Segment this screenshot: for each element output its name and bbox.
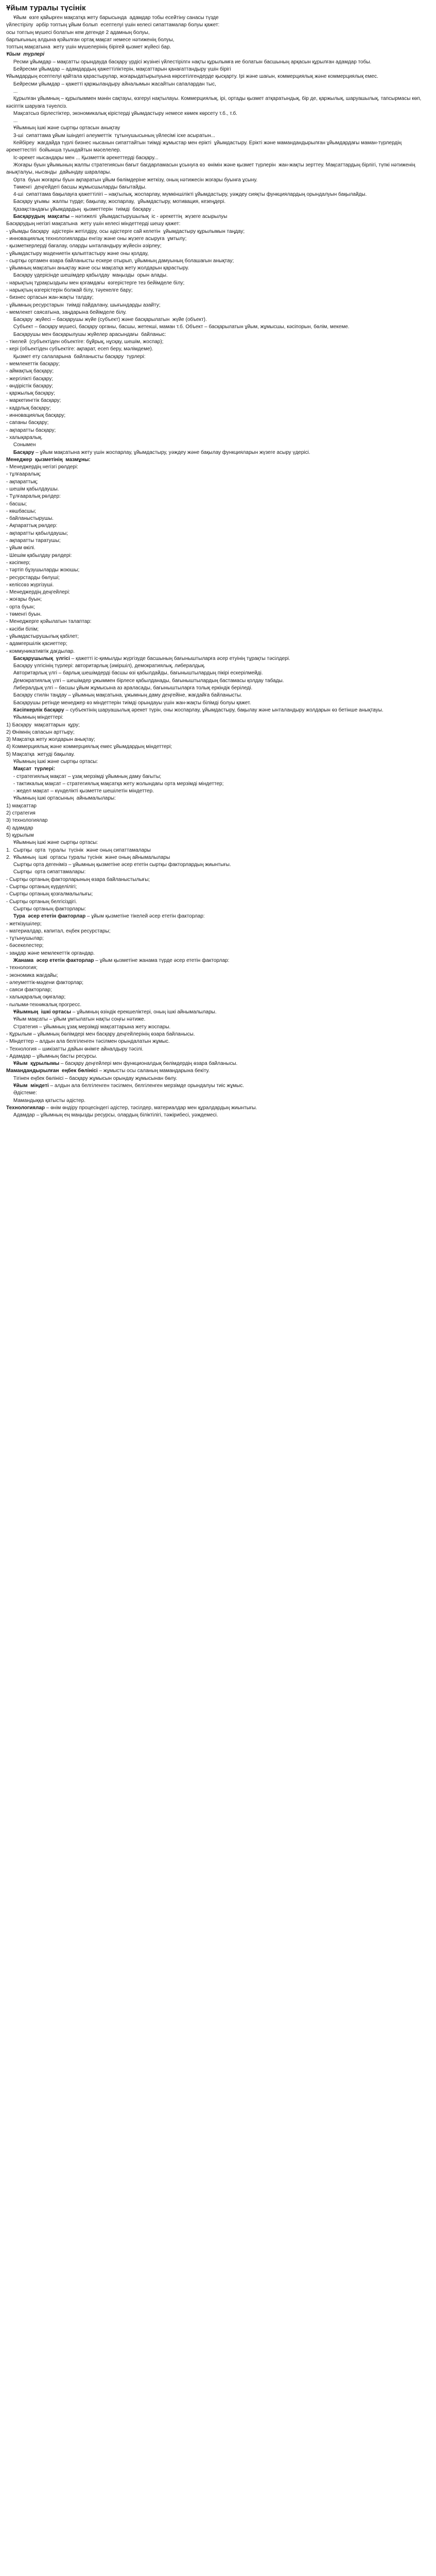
text-line: Сонымен	[6, 442, 36, 448]
text-line: үйлестірілу әрбір топтың ұйым болып есептелуі үшін келесі сипаттамалар болуы қажет:	[6, 22, 220, 28]
text-line: - коммуникативтік дағдылар.	[6, 648, 75, 654]
text-line: - байланыстырушы.	[6, 516, 54, 522]
text-line: Әдістеме:	[6, 1090, 37, 1096]
text-line: Бейресми ұйымдар – қажетті қаржыландыру айналымын жасайтын сапалардан тыс,	[6, 81, 216, 87]
text-line: - бәсекелестер;	[6, 943, 44, 949]
emphasized-text: Ұйым құрылымы	[6, 1061, 60, 1067]
text-line: - технология;	[6, 965, 38, 971]
text-line: Басқару үлгісінің түрлері: авторитарлық (әміршіл), демократиялық, либералдық.	[6, 663, 205, 669]
text-line: Басқарушы мен басқарылушы жүйелер арасындағы байланыс:	[6, 331, 166, 337]
text-line: Құрылған ұйымның – құрылыммен мәнін сақтауы, өзгеруі нақтылауы. Коммерциялық, ірі, ортады қызмет атқаратындық, бір де, қаржылық, шаруашылық, тапсырмасы көп, кәсіптік шаруаға тәуелсіз.	[6, 96, 423, 109]
text-line	[6, 1082, 430, 1090]
text-line	[6, 51, 430, 58]
text-line	[6, 1009, 430, 1016]
text-line: Сыртқы орта дегеніміз – ұйымның қызметіне әсер ететін сыртқы факторлардың жиынтығы.	[6, 862, 231, 868]
emphasized-text: Мамандандырылған еңбек бөлінісі	[6, 1068, 98, 1074]
text-line: 3) технологиялар	[6, 818, 48, 824]
text-line: - бизнес ортасын жан-жақты талдау;	[6, 295, 94, 301]
text-line: - тікелей (субъектіден объектіге: бұйрық, нұсқау, шешім, жоспар);	[6, 339, 164, 345]
text-line: - Менеджердің деңгейлері:	[6, 589, 71, 596]
text-line: 4-ші сипаттама бақылауға қажеттілігі – нақтылық, жоспарлау, мүмкіншілікті ұйымдастыру, уәждеу сияқты функциялардың орындалуын бақылайды.	[6, 192, 367, 198]
text-line: - әлеуметтік-мәдени факторлар;	[6, 979, 84, 986]
text-run: – ұйым қызметіне жанама түрде әсер ететін факторлар:	[94, 958, 230, 963]
text-line: Ұйымның ішкі және сыртқы ортасы:	[6, 840, 98, 846]
text-line: - өндірістік басқару;	[6, 383, 54, 389]
text-line: - инновациялық технологияларды енгізу және оны жүзеге асыруға ұмтылу;	[6, 235, 187, 242]
text-line: - ақпараттық;	[6, 479, 38, 485]
text-line	[6, 1105, 430, 1112]
text-line: - нарықтың тұрақсыздығы мен қоғамдағы өзгерістерге тез бейімделе білу;	[6, 280, 185, 286]
text-line: - халықаралық.	[6, 434, 43, 440]
text-line: - кадрлық басқару;	[6, 405, 51, 411]
text-line	[6, 913, 430, 920]
text-line: Ресми ұйымдар – мақсатты орындауда басқару үрдісі жүзінеі үйлестірілгн нақты құрылымға ие болатын басшының арқасын құрылған адамдар тобы.	[6, 59, 372, 65]
text-line: - Тұлғааралық рөлдер:	[6, 494, 61, 500]
text-line: Стратегия – ұйымның ұзақ мерзімді мақсаттарына жету жоспары.	[6, 1024, 171, 1030]
text-line	[6, 766, 430, 773]
text-line	[6, 1067, 430, 1075]
text-line: ...	[6, 88, 18, 94]
text-line: - Құрылым – ұйымның бөлімдері мен басқару деңгейлерінің өзара байланысы.	[6, 1031, 195, 1037]
text-line: топтың мақсатына жету үшін мүшелерінің бірігей қызмет жүйесі бар.	[6, 44, 171, 50]
text-line: - ұйымның мақсатын анықтау және осы мақсатқа жету жолдарын қарастыру.	[6, 265, 189, 272]
text-line: - экономика жағдайы;	[6, 972, 58, 978]
text-line	[6, 655, 430, 663]
text-line: Тігінен еңбек бөлінісі – басқару жұмысын орындау жұмысынан бөлу.	[6, 1075, 177, 1081]
text-line: 4) Коммерциялық және коммерциялық емес ұйымдардың міндеттері;	[6, 744, 172, 750]
text-line: - ақпаратты басқару;	[6, 427, 56, 433]
text-line: - ұйымның ресурстарын тиімді пайдалану, шығындарды азайту;	[6, 302, 161, 308]
emphasized-text: Басқарудың мақсаты	[6, 214, 70, 220]
text-run: – қажетті іс-қимылды жүргізуде басшының бағыныштыларға әсер етуінің тұрақты тәсілдері.	[69, 655, 290, 662]
text-line: осы топтың мүшесі болатын кем дегенде 2 адамның болуы,	[6, 29, 150, 36]
text-line: - ұйым өкілі.	[6, 545, 36, 551]
text-line: - ақпаратты таратушы;	[6, 538, 61, 544]
emphasized-text: Менеджер қызметінің мазмұны:	[6, 456, 91, 463]
text-line: Басқару ұғымы жалпы түрде; бақылау, жоспарлау, ұйымдастыру, мотивация, кезеңдері.	[6, 199, 226, 205]
text-line: Сыртқы орта сипаттамалары:	[6, 869, 86, 875]
text-line: 2) стратегия	[6, 810, 36, 817]
text-line: 2) Өнімнің сапасын арттыру;	[6, 729, 75, 735]
text-line: - ұйымдастырушылық қабілет;	[6, 633, 79, 639]
text-run: – ұйым мақсатына жету үшін жоспарлау, ұйымдастыру, уәждеу және бақылау функцияларын жүзеге асыру үдерісі.	[34, 449, 310, 455]
text-line: Мақсатсыз бірлестіктер, экономикалық кірістерді ұйымдастыру немесе көмек көрсету т.б., т.б.	[6, 110, 237, 116]
text-line: - тәртіп бұзушыларды жоюшы;	[6, 567, 80, 573]
text-line: - Технология – шикізатты дайын өнімге айналдыру тәсілі.	[6, 1046, 144, 1052]
text-line: - Сыртқы ортаның факторларының өзара байланыстылығы;	[6, 876, 150, 883]
text-line: 5) құрылым	[6, 832, 34, 838]
text-line: - ұйымдастыру мәдениетін қалыптастыру және оны қолдау,	[6, 250, 149, 257]
text-line: Мамандыққа қатысты әдістер.	[6, 1097, 85, 1104]
text-run: – алдын ала белгіленген тәсілмен, белгіленген мерзімде орындалуы тиіс жұмыс.	[48, 1083, 245, 1089]
text-line: 1. Сыртқы орта туралы түсінік және оның сипаттамалары	[6, 847, 151, 853]
text-line: Басқару жүйесі – басқарушы жүйе (субъект) және басқарылатын жүйе (объект).	[6, 317, 207, 323]
text-line: - ресурстарды бөлуші;	[6, 574, 60, 581]
text-line: Басқарудың негізгі мақсатына жету үшін келесі міндеттерді шешу қажет:	[6, 221, 181, 227]
document-page	[0, 0, 436, 1125]
text-line: - нарықтың өзгерістерін болжай білу, тәуекелге бару;	[6, 287, 133, 293]
text-line	[6, 449, 430, 456]
text-line: - Сыртқы ортаның күрделілігі;	[6, 884, 77, 890]
text-run: – өнім өндіру процесіндегі әдістер, тәсілдер, материалдар мен құралдардың жиынтығы.	[45, 1105, 257, 1111]
text-line: 2. Ұйымның ішкі ортасы туралы түсінік және оның айнымалылары	[6, 854, 170, 860]
text-line: - саяси факторлар;	[6, 987, 52, 993]
text-line: - тұлғааралық;	[6, 471, 41, 478]
text-line: Іс-әрекет нысандары мен ... Қызметтік әрекеттерді басқару...	[6, 155, 159, 161]
text-line: - ұйымды басқару әдістерін жетілдіру, осы әдістерге сай келетін ұйымдастыру құрылымын таңдау;	[6, 228, 245, 234]
text-line: - ақпаратты қабылдаушы;	[6, 530, 68, 536]
text-line: - қаржылық басқару;	[6, 391, 55, 397]
text-line: - келіссөз жүргізуші.	[6, 582, 54, 588]
text-line	[6, 213, 430, 221]
text-line: - Сыртқы ортаның қозғалмалылығы;	[6, 891, 93, 897]
text-line: - заңдар және мемлекеттік органдар.	[6, 950, 95, 956]
text-line: - мемлекеттік басқару;	[6, 361, 60, 367]
text-line: Адамдар – ұйымның ең маңызды ресурсы, олардың біліктілігі, тәжірибесі, уәждемесі.	[6, 1112, 218, 1118]
text-line: Басқарушы ретінде менеджер өз міндеттерін тиімді орындауы үшін жан-жақты білімді болуы қажет.	[6, 700, 251, 706]
text-line: - маркетингтік басқару;	[6, 398, 61, 404]
text-line: - сапаны басқару;	[6, 420, 49, 426]
text-line: - адамгершілік қасиеттер;	[6, 641, 67, 647]
text-run: – ұйымның өзіндік ерекшеліктері, оның ішкі айнымалылары.	[71, 1009, 217, 1015]
text-line: Ұйым мақсаты – ұйым ұмтылатын нақты соңғы нәтиже.	[6, 1016, 146, 1023]
emphasized-text: Басқарушылық үлгісі	[6, 655, 70, 662]
text-line: - Менеджердің негізгі рөлдері:	[6, 464, 78, 470]
text-line: - жоғары буын;	[6, 597, 42, 603]
document-body	[6, 14, 430, 1120]
text-line: Либералдық үлгі – басшы ұйым жұмысына аз араласады, бағыныштыларға толық еркіндік беріледі.	[6, 685, 253, 691]
text-line: - Шешім қабылдау рөлдері:	[6, 552, 72, 558]
emphasized-text: Тура әсер ететін факторлар	[6, 913, 86, 920]
text-line: - жеткізушілер;	[6, 921, 42, 927]
text-line: Қызмет ету салаларына байланысты басқару түрлері:	[6, 353, 146, 360]
text-line: - жедел мақсат – күнделікті қызметте шешілетін міндеттер.	[6, 788, 154, 794]
text-line	[6, 707, 430, 714]
text-line: Ұйымның ішкі ортасының айнымалылары:	[6, 795, 116, 802]
text-line: Ұйымның ішкі және сыртқы ортасын анықтау	[6, 125, 120, 131]
text-line: Ұйымның ішкі және сыртқы ортасы:	[6, 758, 98, 765]
text-line: - шешім қабылдаушы.	[6, 486, 59, 492]
text-line: 3) Мақсатқа жету жолдарын анықтау;	[6, 737, 95, 743]
text-line: 3-ші сипаттама ұйым ішіндегі әлеуметтік тұтынушысының үйлесімі іске асыратын...	[6, 132, 216, 139]
text-line: 1) мақсаттар	[6, 803, 37, 809]
text-line: - қызметкерлерді бағалау, оларды ынталандыру жүйесін әзірлеу;	[6, 243, 162, 249]
text-run: – ұйым қызметіне тікелей әсер ететін факторлар:	[85, 913, 205, 920]
text-line: - Менеджерге қойылатын талаптар:	[6, 619, 92, 625]
text-line: Басқару үдерісінде шешімдер қабылдау маңызды орын алады.	[6, 273, 168, 279]
text-line: - кері (объектіден субъектіге: ақпарат, есеп беру, мәлімдеме).	[6, 346, 153, 352]
text-line	[6, 1060, 430, 1067]
text-line: - басшы;	[6, 501, 27, 507]
text-line: Төменгі деңгейдегі басшы жұмысшыларды бағытайды.	[6, 184, 147, 190]
text-line: 4) адамдар	[6, 825, 33, 831]
text-line: Орта буын жоғарғы буын ақпаратын ұйым бөлімдеріне жеткізу, оның нәтижесін жоғары буынға ұсыну.	[6, 177, 258, 183]
text-line: - жергілікті басқару;	[6, 376, 54, 382]
text-line: - аймақтық басқару;	[6, 368, 54, 375]
text-line: - инновациялық басқару;	[6, 413, 66, 419]
text-line: барлығының алдына қойылған ортақ мақсат немесе нәтиженің болуы,	[6, 37, 175, 43]
text-line	[6, 456, 430, 464]
text-line: Басқару стилін таңдау – ұйымның мақсатына, ұжымның даму деңгейіне, жағдайға байланысты.	[6, 692, 242, 699]
text-line	[6, 957, 430, 964]
text-line: Жоғары буын ұйымының жалпы стратегиясын бағыт бағдарламасын ұсынуға өз өнімін және қызмет түрлерін жан-жақты зерттеу. Мақсаттардың бірлігі, түпкі нәтиженің анықталуы, нысанды дайындау шаралары.	[6, 162, 417, 176]
text-line: - ғылыми-техникалық прогресс.	[6, 1002, 82, 1008]
text-line: 5) Мақсатқа жетуді бақылау.	[6, 751, 75, 757]
emphasized-text: Басқару	[6, 449, 34, 455]
text-line: - орта буын;	[6, 604, 35, 610]
text-line: - төменгі буын.	[6, 612, 42, 618]
text-line: Субъект – басқару мүшесі, басқару органы, басшы, жетекші, маман т.б. Объект – басқарылатын ұйым, жұмысшы, кәсіпорын, бөлім, мекеме.	[6, 324, 350, 330]
text-run: – субъектінің шаруашылық әрекет түрін, оны жоспарлау, ұйымдастыру, бақылау және ынталандыру жолдарын өз бетінше анықтауы.	[64, 707, 383, 713]
text-run: – басқару деңгейлері мен функционалдық бөлімдердің өзара байланысы.	[59, 1061, 238, 1067]
text-line: Кейбіреу жағдайда түрлі бизнес нысанын сипаттайтын тиімді жұмыстар мен ерікті ұйымдастыру. Ерікті және мамандандырылған ұйымдардағы маман-түрлердің әрекеттестігі бойынша туындайтын мәселелер.	[6, 140, 403, 154]
emphasized-text: Ұйым міндеті	[6, 1083, 49, 1089]
text-line: Ұйым өзге қайырғен мақсатқа жету барысында адамдар тобы есейтіну санасы түзде	[6, 15, 219, 21]
text-run: – нәтижелі ұйымдастырушылық іс - әрекеттің жүзеге асырылуы	[69, 214, 228, 220]
text-line: - Ақпараттық рөлдер:	[6, 523, 58, 529]
text-line: Бейресми ұйымдар – адамдардың қажеттіліктерін, мақсаттарын қанағаттандыру үшін бірігі	[6, 66, 231, 73]
text-line: Авторитарлық үлгі – барлық шешімдерді басшы өзі қабылдайды, бағыныштылардың пікірі ескерілмейді.	[6, 670, 263, 676]
text-line: - тактикалық мақсат – стратегиялық мақсатқа жету жолындағы орта мерзімді міндеттер;	[6, 781, 224, 787]
emphasized-text: Ұйымның ішкі ортасы	[6, 1009, 72, 1015]
text-line: - Міндеттер – алдын ала белгіленген тәсілмен орындалатын жұмыс.	[6, 1039, 170, 1045]
text-line: - стратегиялық мақсат – ұзақ мерзімді ұйымның даму бағыты;	[6, 773, 162, 779]
text-line: - көшбасшы;	[6, 508, 37, 514]
text-run: – жұмысты осы саланың мамандарына бекіту.	[97, 1068, 210, 1074]
text-line: - Сыртқы ортаның белгісіздігі.	[6, 899, 77, 905]
emphasized-text: Технологиялар	[6, 1105, 45, 1111]
emphasized-text: Мақсат түрлері:	[6, 766, 55, 772]
emphasized-text: Кәсіпкерлік басқару	[6, 707, 64, 713]
text-line: - материалдар, капитал, еңбек ресурстары;	[6, 928, 111, 934]
text-line: ...	[6, 118, 18, 124]
text-line: Қазақстандағы ұйымдардың қызметтерін тиімді басқару .	[6, 206, 154, 212]
text-line: - тұтынушылар;	[6, 936, 44, 942]
text-line: Сыртқы ортаның факторлары:	[6, 906, 86, 912]
emphasized-text: Ұйым түрлері	[6, 52, 45, 58]
text-line: Демократиялық үлгі – шешімдер ұжыммен бірлесе қабылданады, бағыныштылардың бастамасы қолдау табады.	[6, 677, 284, 684]
text-line: 1) Басқару мақсаттарын құру;	[6, 722, 80, 728]
text-line: - мемлекет саясатына, заңдарына бейімделе білу.	[6, 309, 127, 315]
text-line: - кәсіби білім;	[6, 626, 39, 632]
text-line: - халықаралық оқиғалар;	[6, 994, 66, 1001]
text-line: - сыртқы ортамен өзара байланысты ескере отырып, ұйымның дамуының болашағын анықтау;	[6, 258, 234, 264]
page-title: Ұйым туралы түсінік	[6, 4, 86, 12]
text-line: Ұйымның міндеттері:	[6, 715, 63, 721]
text-line: - кәсіпкер;	[6, 560, 31, 566]
text-line: - Адамдар – ұйымның басты ресурсы.	[6, 1053, 97, 1059]
text-line: Ұйымдардың есептелуі қайтала қарастырулар, жоғарыдатырылуына көрсетілгендерде қысқарту. Ірі және шағын, коммерциялық және коммерциялық емес.	[6, 74, 378, 80]
emphasized-text: Жанама әсер ететін факторлар	[6, 958, 94, 963]
